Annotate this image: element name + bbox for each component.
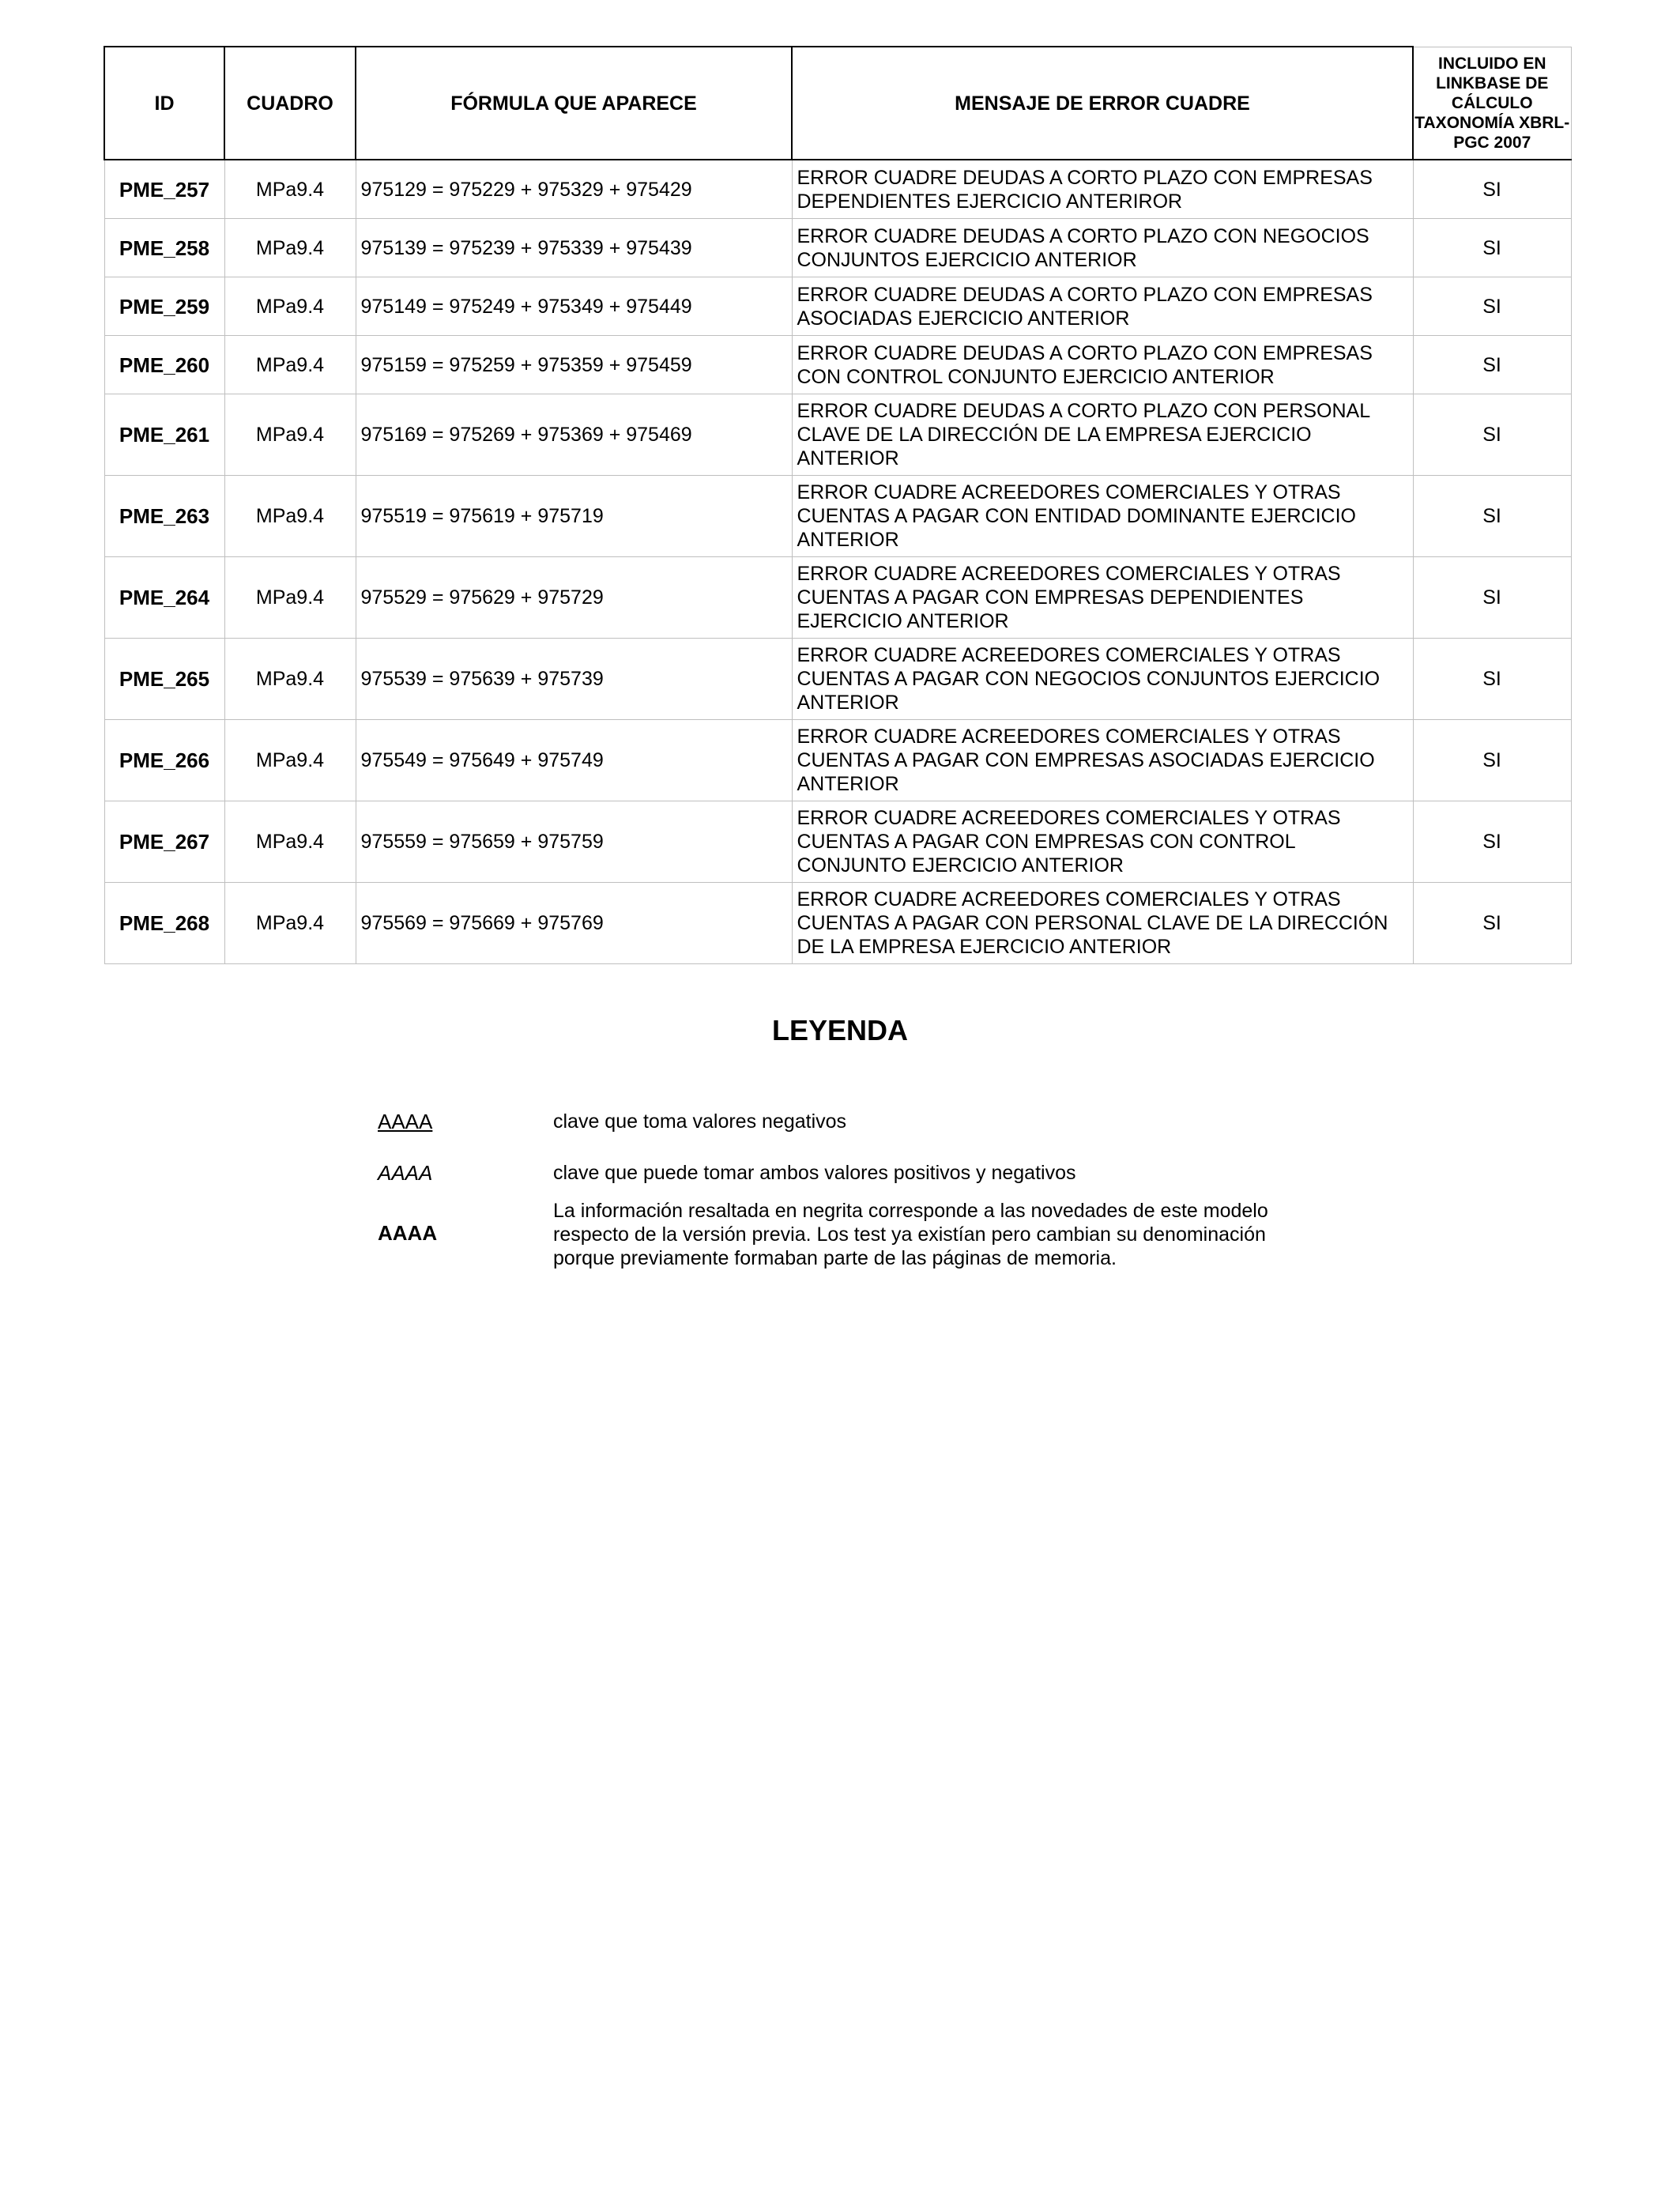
table-row [104, 720, 1571, 801]
cell-id: PME_261 [104, 394, 224, 476]
validation-table [104, 46, 1572, 964]
cell-mensaje: ERROR CUADRE ACREEDORES COMERCIALES Y OTRAS CUENTAS A PAGAR CON PERSONAL CLAVE DE LA DIRECCIÓN DE LA EMPRESA EJERCICIO ANTERIOR [792, 883, 1413, 964]
table-row [104, 639, 1571, 720]
legend-title: LEYENDA [771, 1014, 909, 1046]
table-row [104, 336, 1571, 394]
table-row [104, 394, 1571, 476]
legend-key-bold: AAAA [378, 1221, 438, 1245]
cell-formula: 975539 = 975639 + 975739 [356, 639, 792, 720]
cell-formula: 975139 = 975239 + 975339 + 975439 [356, 219, 792, 277]
header-cuadro: CUADRO [224, 47, 356, 160]
legend-text-bold: La información resaltada en negrita corresponde a las novedades de este modelo respecto de la versión previa. Los test ya existían pero cambian su denominación porque previamente formaban parte de las páginas de memoria. [553, 1200, 1268, 1269]
cell-incluido: SI [1413, 336, 1571, 394]
cell-formula: 975559 = 975659 + 975759 [356, 801, 792, 883]
cell-incluido: SI [1413, 160, 1571, 219]
cell-incluido: SI [1413, 557, 1571, 639]
cell-mensaje: ERROR CUADRE ACREEDORES COMERCIALES Y OTRAS CUENTAS A PAGAR CON EMPRESAS CON CONTROL CONJUNTO EJERCICIO ANTERIOR [792, 801, 1413, 883]
table-row [104, 557, 1571, 639]
cell-incluido: SI [1413, 476, 1571, 557]
cell-incluido: SI [1413, 720, 1571, 801]
cell-id: PME_265 [104, 639, 224, 720]
cell-id: PME_267 [104, 801, 224, 883]
legend-text-both: clave que puede tomar ambos valores positivos y negativos [553, 1162, 1076, 1184]
cell-formula: 975569 = 975669 + 975769 [356, 883, 792, 964]
header-mensaje: MENSAJE DE ERROR CUADRE [792, 47, 1413, 160]
cell-mensaje: ERROR CUADRE DEUDAS A CORTO PLAZO CON EMPRESAS CON CONTROL CONJUNTO EJERCICIO ANTERIOR [792, 336, 1413, 394]
cell-id: PME_268 [104, 883, 224, 964]
cell-incluido: SI [1413, 277, 1571, 336]
header-id: ID [104, 47, 224, 160]
cell-mensaje: ERROR CUADRE ACREEDORES COMERCIALES Y OTRAS CUENTAS A PAGAR CON EMPRESAS DEPENDIENTES EJERCICIO ANTERIOR [792, 557, 1413, 639]
cell-formula: 975519 = 975619 + 975719 [356, 476, 792, 557]
cell-incluido: SI [1413, 801, 1571, 883]
legend-key-negative: AAAA [378, 1110, 433, 1133]
cell-cuadro: MPa9.4 [224, 883, 356, 964]
cell-cuadro: MPa9.4 [224, 801, 356, 883]
cell-formula: 975149 = 975249 + 975349 + 975449 [356, 277, 792, 336]
cell-id: PME_263 [104, 476, 224, 557]
cell-formula: 975129 = 975229 + 975329 + 975429 [356, 160, 792, 219]
header-incluido: INCLUIDO EN LINKBASE DE CÁLCULO TAXONOMÍA XBRL-PGC 2007 [1413, 47, 1571, 160]
cell-formula: 975169 = 975269 + 975369 + 975469 [356, 394, 792, 476]
cell-id: PME_266 [104, 720, 224, 801]
table-row [104, 277, 1571, 336]
cell-formula: 975159 = 975259 + 975359 + 975459 [356, 336, 792, 394]
cell-id: PME_260 [104, 336, 224, 394]
cell-incluido: SI [1413, 883, 1571, 964]
cell-incluido: SI [1413, 219, 1571, 277]
cell-incluido: SI [1413, 394, 1571, 476]
legend-key-both: AAAA [378, 1161, 433, 1185]
cell-mensaje: ERROR CUADRE ACREEDORES COMERCIALES Y OTRAS CUENTAS A PAGAR CON NEGOCIOS CONJUNTOS EJERCICIO ANTERIOR [792, 639, 1413, 720]
cell-id: PME_258 [104, 219, 224, 277]
cell-incluido: SI [1413, 639, 1571, 720]
header-formula: FÓRMULA QUE APARECE [356, 47, 792, 160]
cell-mensaje: ERROR CUADRE DEUDAS A CORTO PLAZO CON EMPRESAS ASOCIADAS EJERCICIO ANTERIOR [792, 277, 1413, 336]
cell-mensaje: ERROR CUADRE ACREEDORES COMERCIALES Y OTRAS CUENTAS A PAGAR CON EMPRESAS ASOCIADAS EJERCICIO ANTERIOR [792, 720, 1413, 801]
cell-cuadro: MPa9.4 [224, 394, 356, 476]
cell-id: PME_257 [104, 160, 224, 219]
table-row [104, 160, 1571, 219]
cell-cuadro: MPa9.4 [224, 557, 356, 639]
cell-mensaje: ERROR CUADRE DEUDAS A CORTO PLAZO CON PERSONAL CLAVE DE LA DIRECCIÓN DE LA EMPRESA EJERCICIO ANTERIOR [792, 394, 1413, 476]
cell-mensaje: ERROR CUADRE ACREEDORES COMERCIALES Y OTRAS CUENTAS A PAGAR CON ENTIDAD DOMINANTE EJERCICIO ANTERIOR [792, 476, 1413, 557]
cell-mensaje: ERROR CUADRE DEUDAS A CORTO PLAZO CON NEGOCIOS CONJUNTOS EJERCICIO ANTERIOR [792, 219, 1413, 277]
cell-formula: 975529 = 975629 + 975729 [356, 557, 792, 639]
cell-cuadro: MPa9.4 [224, 720, 356, 801]
cell-cuadro: MPa9.4 [224, 160, 356, 219]
table-header-row [104, 47, 1571, 160]
table-row [104, 476, 1571, 557]
table-row [104, 219, 1571, 277]
cell-id: PME_259 [104, 277, 224, 336]
legend-text-negative: clave que toma valores negativos [553, 1110, 847, 1133]
cell-cuadro: MPa9.4 [224, 219, 356, 277]
cell-cuadro: MPa9.4 [224, 277, 356, 336]
cell-cuadro: MPa9.4 [224, 639, 356, 720]
table-row [104, 883, 1571, 964]
cell-cuadro: MPa9.4 [224, 476, 356, 557]
cell-id: PME_264 [104, 557, 224, 639]
cell-cuadro: MPa9.4 [224, 336, 356, 394]
cell-mensaje: ERROR CUADRE DEUDAS A CORTO PLAZO CON EMPRESAS DEPENDIENTES EJERCICIO ANTERIROR [792, 160, 1413, 219]
cell-formula: 975549 = 975649 + 975749 [356, 720, 792, 801]
table-row [104, 801, 1571, 883]
